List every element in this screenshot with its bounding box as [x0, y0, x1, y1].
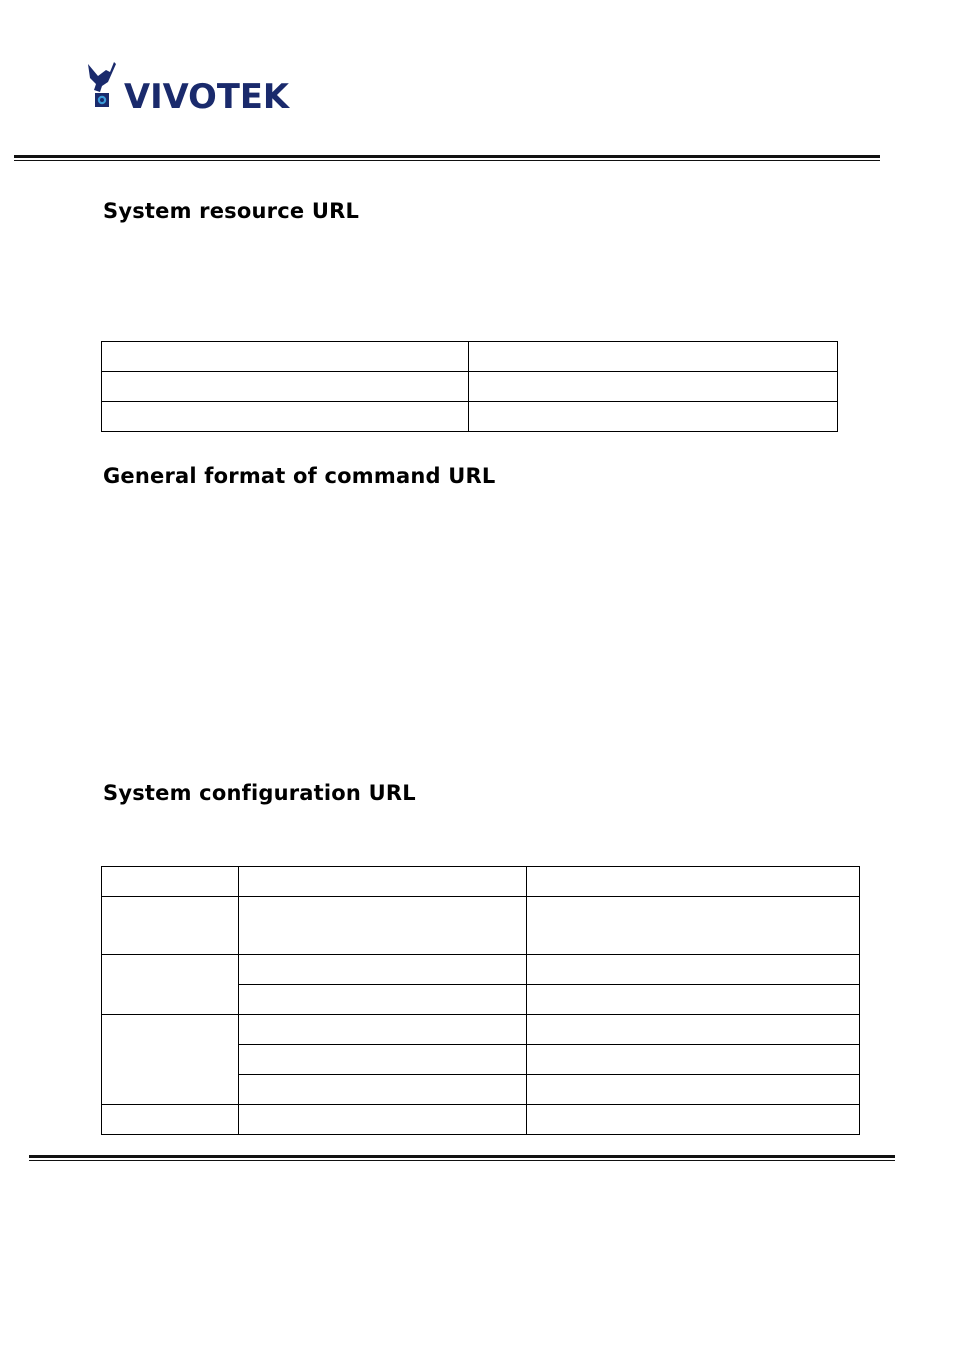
table-row — [102, 1105, 860, 1135]
table-cell — [469, 372, 838, 402]
table-cell — [527, 1105, 860, 1135]
table-cell — [527, 1075, 860, 1105]
table-cell — [102, 867, 239, 897]
table-cell — [527, 1015, 860, 1045]
table-cell — [102, 1105, 239, 1135]
system-configuration-table — [101, 866, 860, 1135]
table-cell — [527, 867, 860, 897]
table-cell — [102, 402, 469, 432]
table-cell — [527, 985, 860, 1015]
table-cell — [102, 955, 239, 1015]
table-cell — [239, 867, 527, 897]
header-rule — [14, 155, 880, 158]
table-row — [102, 955, 860, 985]
table-row — [102, 897, 860, 955]
table-cell — [527, 897, 860, 955]
footer-rule — [29, 1155, 895, 1158]
table-cell — [239, 1015, 527, 1045]
heading-system-configuration-url: System configuration URL — [103, 781, 416, 805]
table-row — [102, 402, 838, 432]
table-cell — [102, 372, 469, 402]
table-row — [102, 1015, 860, 1045]
table-cell — [239, 985, 527, 1015]
heading-general-format-command-url: General format of command URL — [103, 464, 496, 488]
table-cell — [469, 402, 838, 432]
table-cell — [239, 1105, 527, 1135]
table-row — [102, 867, 860, 897]
table-cell — [469, 342, 838, 372]
table-row — [102, 372, 838, 402]
table-cell — [102, 897, 239, 955]
system-resource-table — [101, 341, 838, 432]
table-row — [102, 342, 838, 372]
vivotek-logo — [84, 60, 294, 114]
svg-text:VIVOTEK: VIVOTEK — [124, 77, 291, 114]
table-cell — [527, 955, 860, 985]
table-cell — [239, 1045, 527, 1075]
table-cell — [102, 1015, 239, 1105]
table-cell — [239, 1075, 527, 1105]
table-cell — [239, 897, 527, 955]
table-cell — [527, 1045, 860, 1075]
table-cell — [102, 342, 469, 372]
heading-system-resource-url: System resource URL — [103, 199, 360, 223]
table-cell — [239, 955, 527, 985]
